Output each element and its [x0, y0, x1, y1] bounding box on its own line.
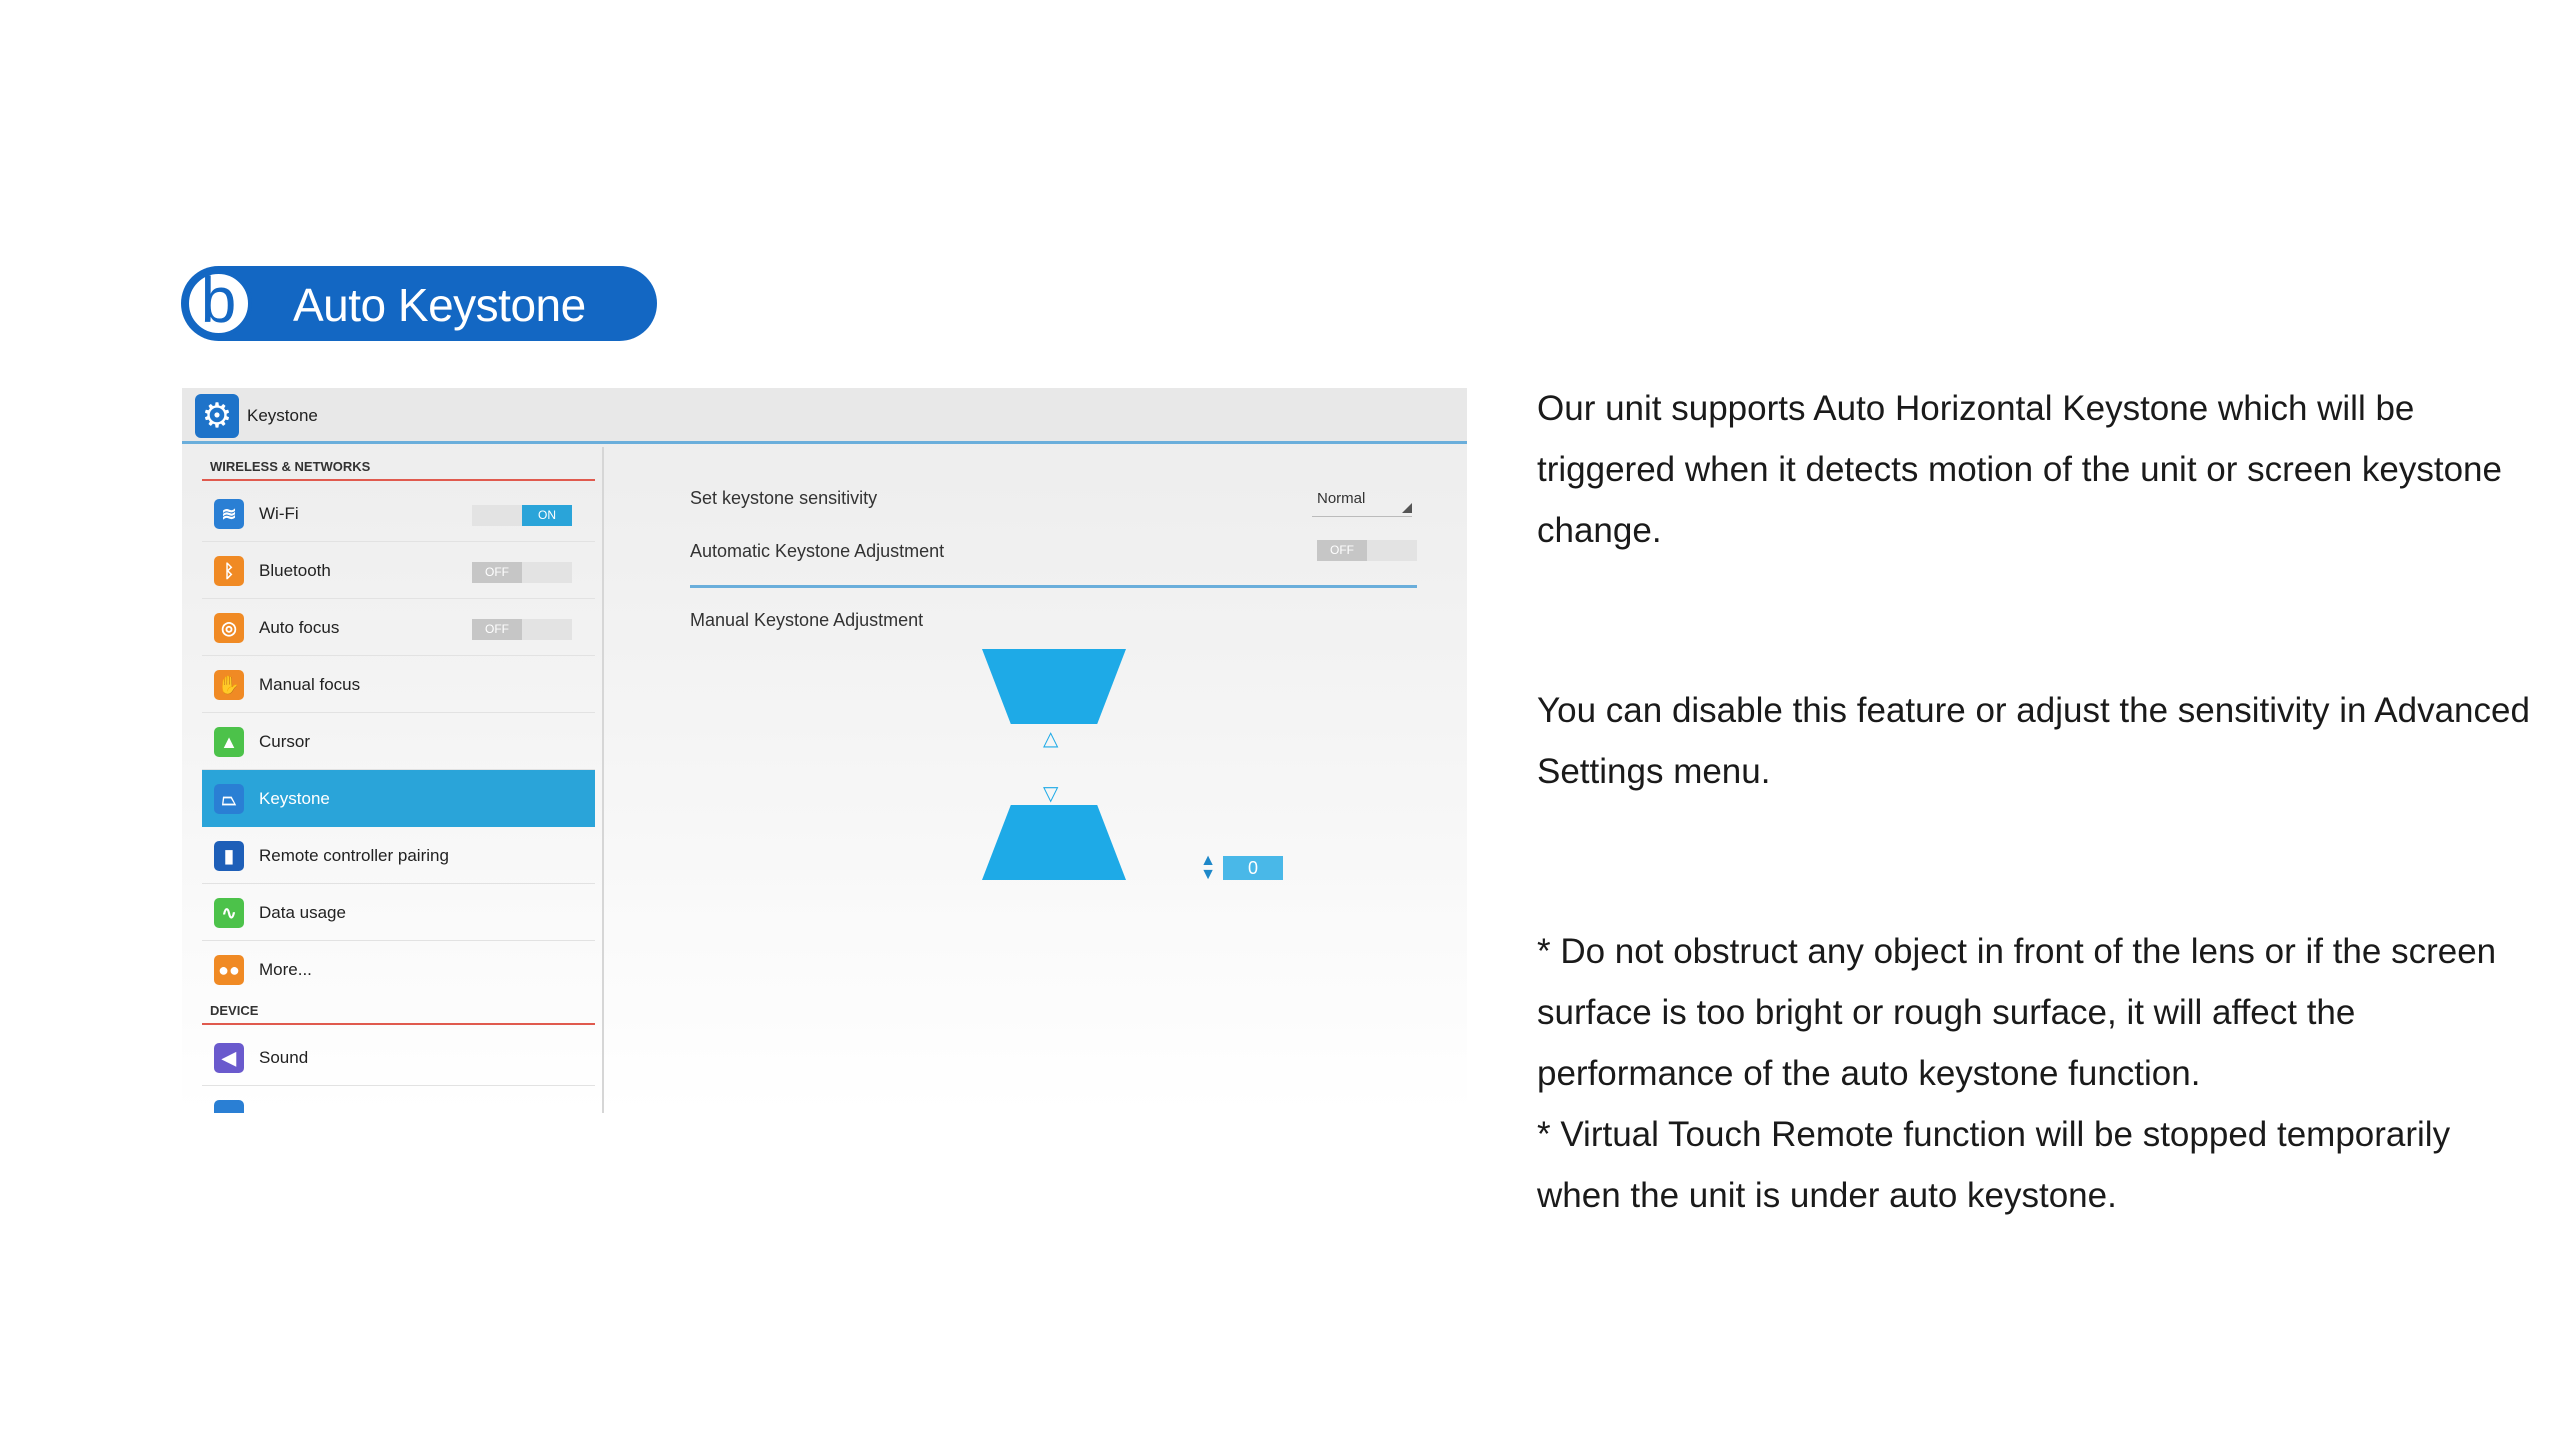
sidebar-item-cursor[interactable] — [202, 713, 595, 770]
more-icon: ●● — [214, 955, 244, 985]
sidebar-item-auto-focus[interactable] — [202, 599, 595, 656]
sidebar-item-label: Wi-Fi — [259, 504, 299, 523]
keystone-top-shape — [982, 649, 1126, 724]
dropdown-triangle-icon[interactable] — [1402, 503, 1412, 513]
display-icon — [214, 1100, 244, 1113]
autofocus-icon: ◎ — [214, 613, 244, 643]
section-heading-wireless: WIRELESS & NETWORKS — [210, 459, 371, 474]
sidebar-item-partial[interactable] — [202, 1086, 595, 1113]
gear-icon[interactable]: ⚙ — [195, 394, 239, 438]
section-divider — [202, 479, 595, 481]
sidebar-item-label: Sound — [259, 1048, 309, 1067]
sidebar-item-label: Keystone — [259, 789, 330, 808]
sidebar-item-sound[interactable] — [202, 1029, 595, 1086]
keystone-down-icon[interactable]: ▽ — [1043, 783, 1059, 805]
sidebar-item-label: Cursor — [259, 732, 311, 751]
toggle-state: ON — [522, 505, 572, 526]
manual-keystone-value[interactable]: 0 — [1223, 856, 1283, 880]
action-bar — [182, 388, 1467, 444]
sidebar-item-label: Auto focus — [259, 618, 340, 637]
pane-divider — [602, 447, 604, 1113]
sound-icon: ◀ — [214, 1043, 244, 1073]
bluetooth-icon: ᛒ — [214, 556, 244, 586]
description-paragraph-1: Our unit supports Auto Horizontal Keystone which will be triggered when it detects motion of the unit or screen keystone change. — [1537, 389, 2502, 550]
app-title: Keystone — [247, 406, 318, 425]
sensitivity-label: Set keystone sensitivity — [690, 488, 878, 508]
sidebar-item-label: Bluetooth — [259, 561, 331, 580]
data-usage-icon: ∿ — [214, 898, 244, 928]
sidebar-item-remote-pairing[interactable] — [202, 827, 595, 884]
settings-screenshot — [182, 388, 1467, 1113]
sidebar-item-more[interactable] — [202, 941, 595, 998]
sidebar-item-keystone[interactable] — [202, 770, 595, 827]
sidebar-item-label: Data usage — [259, 903, 346, 922]
sidebar-item-label: Remote controller pairing — [259, 846, 449, 865]
badge-circle — [185, 263, 252, 337]
select-underline — [1312, 516, 1412, 517]
auto-focus-toggle[interactable] — [472, 619, 572, 640]
auto-keystone-label: Automatic Keystone Adjustment — [690, 541, 945, 561]
keystone-icon: ⏢ — [214, 784, 244, 814]
badge-letter: b — [200, 263, 237, 336]
section-divider — [202, 1023, 595, 1025]
description-note-1: * Do not obstruct any object in front of the lens or if the screen surface is too bright or rough surface, it will affect the performance of the auto keystone function. — [1537, 932, 2497, 1093]
section-heading-device: DEVICE — [210, 1003, 259, 1018]
toggle-state: OFF — [472, 562, 522, 583]
toggle-state: OFF — [1317, 540, 1367, 561]
section-title-pill — [181, 263, 657, 341]
sidebar-item-data-usage[interactable] — [202, 884, 595, 941]
description-note-2: * Virtual Touch Remote function will be stopped temporarily when the unit is under auto keystone. — [1537, 1115, 2451, 1215]
remote-icon: ▮ — [214, 841, 244, 871]
section-title: Auto Keystone — [293, 279, 586, 331]
wifi-icon: ≋ — [214, 499, 244, 529]
sidebar-item-wifi[interactable] — [202, 485, 595, 542]
keystone-bottom-shape — [982, 805, 1126, 880]
auto-keystone-toggle[interactable] — [1317, 540, 1417, 561]
stepper-arrows-icon[interactable]: ▲ ▼ — [1200, 852, 1216, 883]
bluetooth-toggle[interactable] — [472, 562, 572, 583]
sidebar-item-bluetooth[interactable] — [202, 542, 595, 599]
settings-sidebar — [182, 447, 602, 1113]
sidebar-item-label: Manual focus — [259, 675, 361, 694]
wifi-toggle[interactable] — [472, 505, 572, 526]
keystone-up-icon[interactable]: △ — [1043, 728, 1059, 750]
sidebar-item-manual-focus[interactable] — [202, 656, 595, 713]
manual-keystone-label: Manual Keystone Adjustment — [690, 610, 924, 630]
description-paragraph-2: You can disable this feature or adjust the sensitivity in Advanced Settings menu. — [1537, 691, 2530, 791]
hand-icon: ✋ — [214, 670, 244, 700]
main-divider — [690, 585, 1417, 588]
cursor-icon: ▲ — [214, 727, 244, 757]
sidebar-item-label: More... — [259, 960, 312, 979]
sensitivity-select[interactable]: Normal — [1317, 490, 1366, 507]
toggle-state: OFF — [472, 619, 522, 640]
